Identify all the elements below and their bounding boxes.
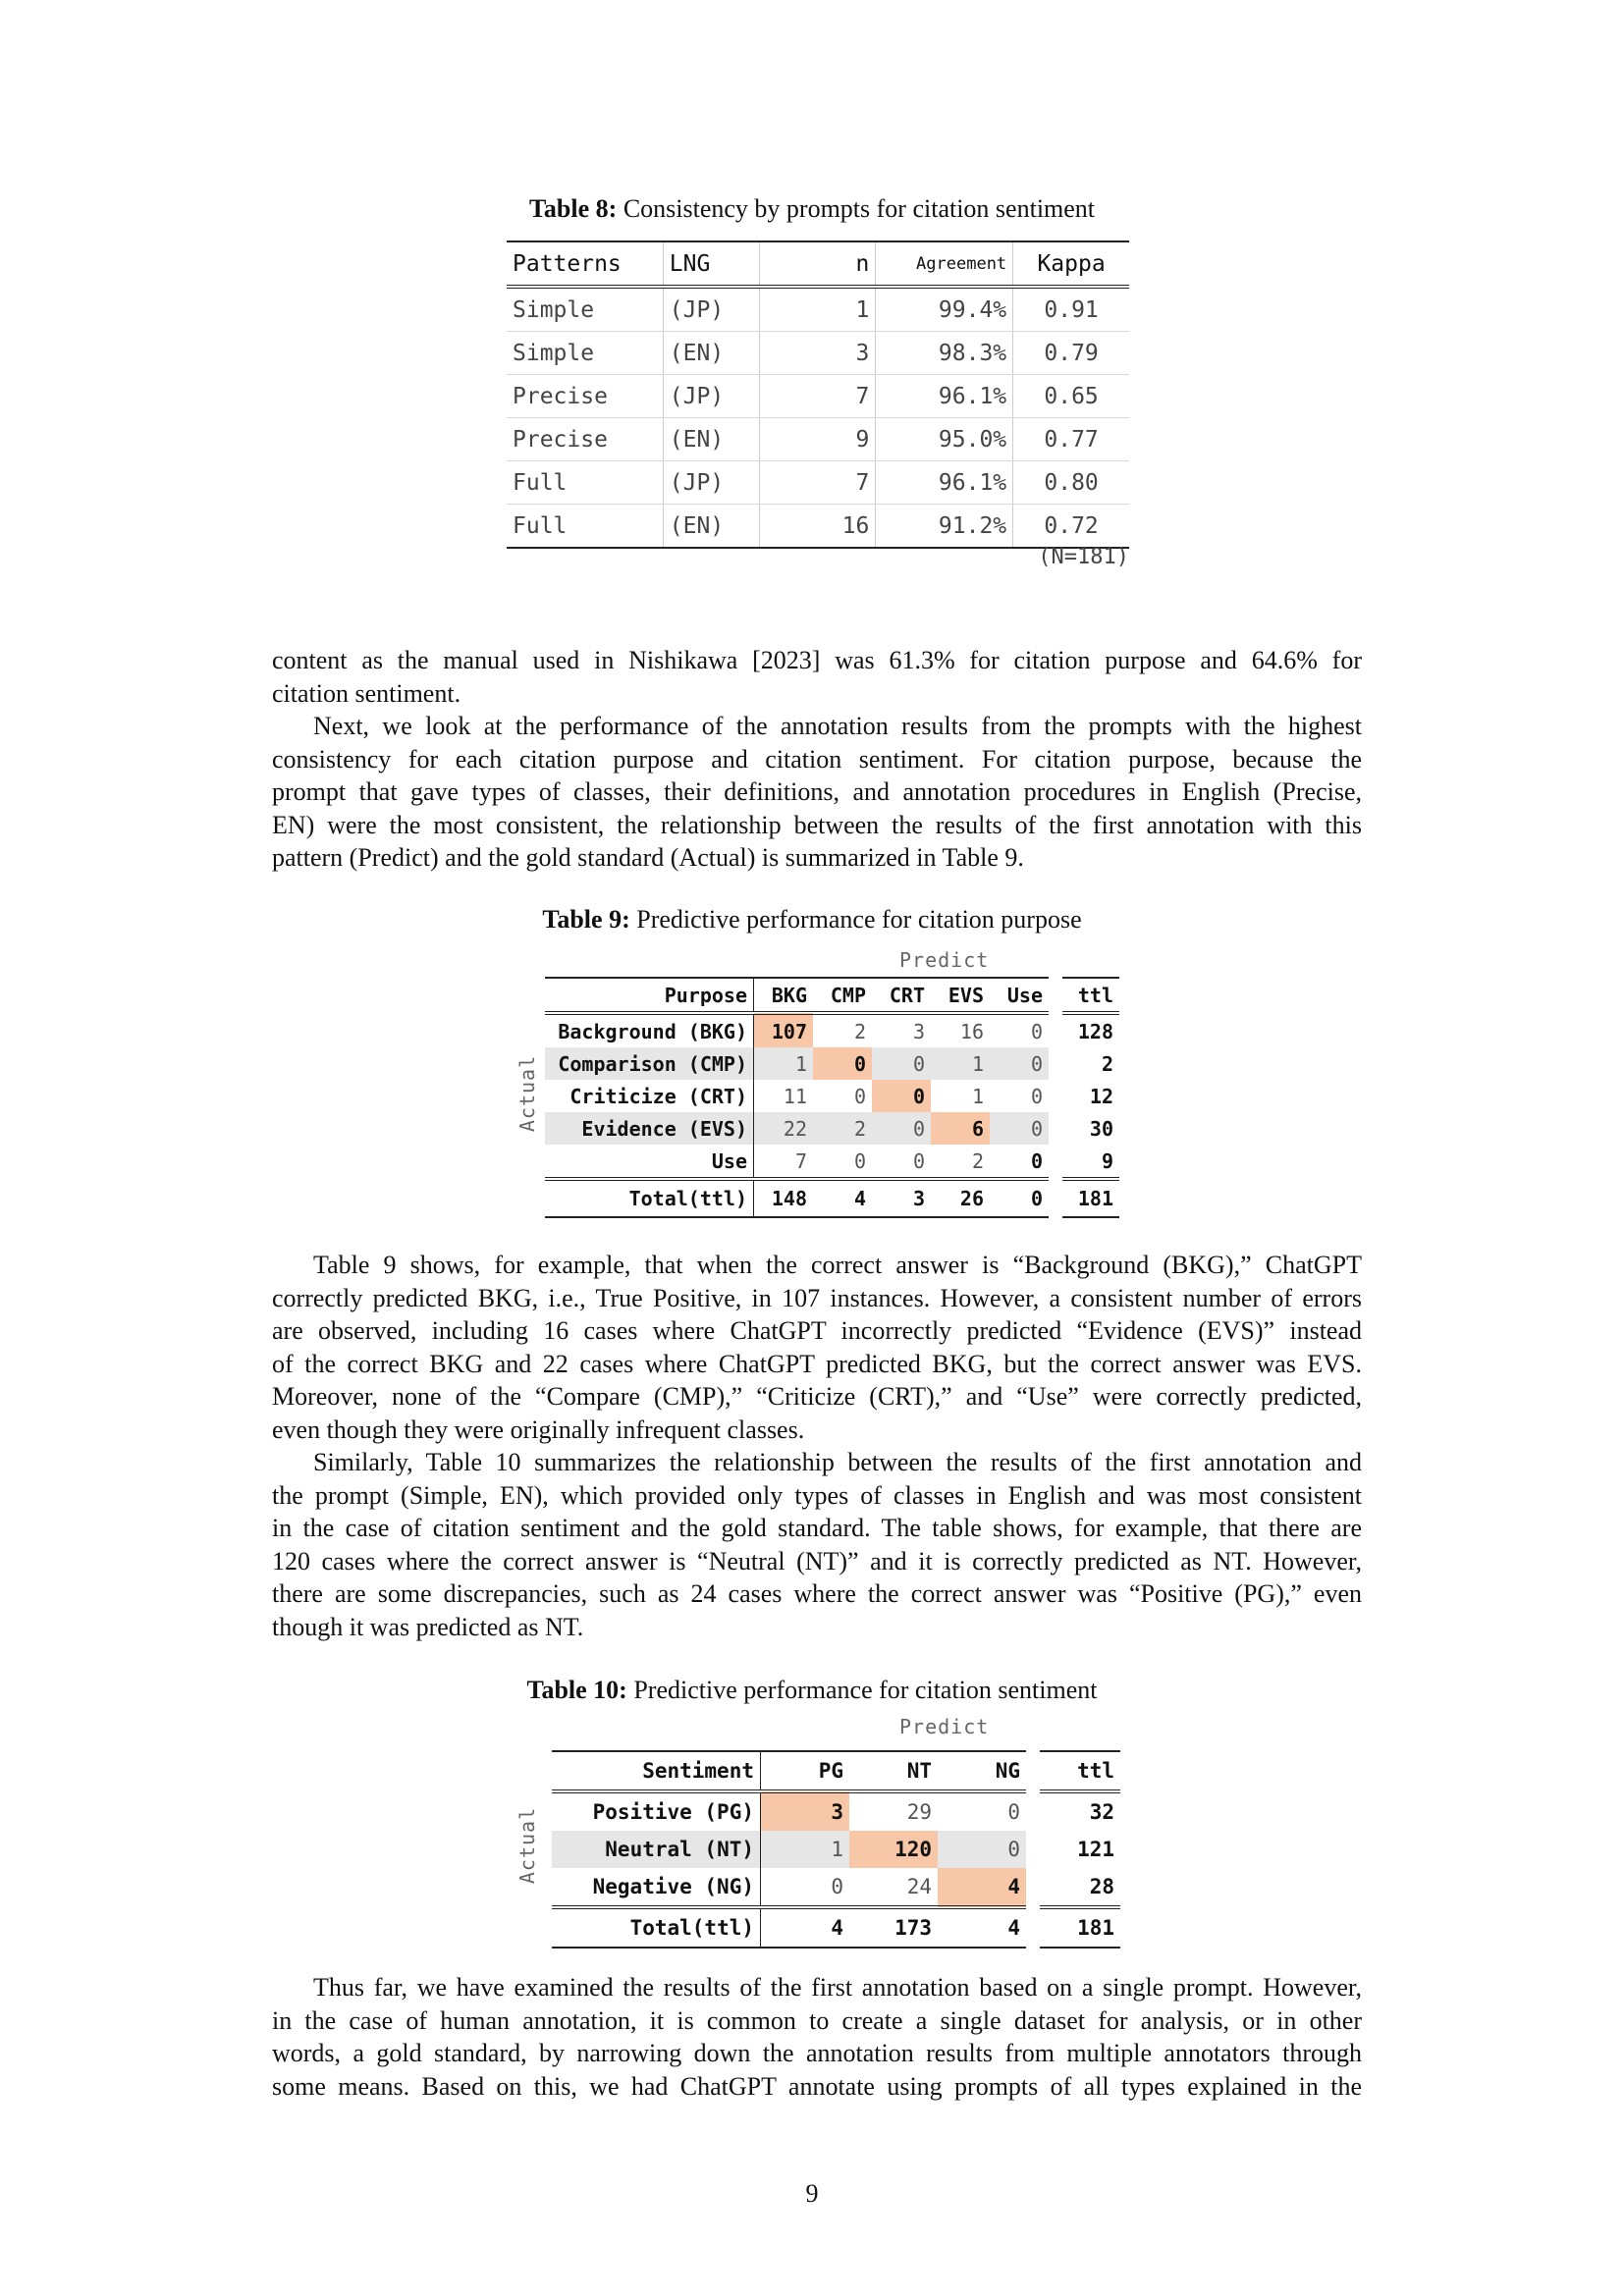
table8-note: (N=181)	[1038, 545, 1129, 569]
table8-cell: 99.4%	[876, 287, 1013, 332]
text-line: the prompt (Simple, EN), which provided only types of classes in English and was most consistent	[272, 1480, 1362, 1510]
table9-col-header: CMP	[813, 978, 872, 1013]
table-row	[545, 1112, 1119, 1145]
table-row	[507, 287, 1129, 332]
table9-caption	[0, 905, 1624, 934]
table9-total-cell: 4	[813, 1179, 872, 1217]
table9-cell: 2	[853, 1019, 866, 1043]
table9-cell: 0	[990, 1112, 1056, 1145]
table9-col-header: BKG	[754, 978, 814, 1013]
table10-row-total: 32	[1033, 1791, 1120, 1831]
table8-caption-label: Table 8:	[528, 194, 618, 223]
table10-total-cell: 173	[849, 1907, 938, 1948]
table9-cell: 0	[990, 1047, 1056, 1080]
table9-cell: 0	[853, 1084, 866, 1108]
table9-caption-label: Table 9:	[542, 905, 630, 934]
table9-cell: 3	[912, 1019, 925, 1043]
table9-row-label: Background (BKG)	[545, 1013, 754, 1047]
table10-col-header: NG	[938, 1751, 1033, 1791]
table8-cell: (JP)	[663, 287, 759, 332]
table9-row-label: Evidence (EVS)	[545, 1112, 754, 1145]
table-row	[507, 418, 1129, 461]
table9-grand-total: 181	[1056, 1179, 1119, 1217]
table10-actual-label: Actual	[515, 1806, 540, 1885]
paragraph	[272, 1249, 1362, 1446]
table9-cell: 22	[754, 1112, 814, 1145]
table9-row-total: 12	[1056, 1080, 1119, 1112]
table9-cell: 0	[853, 1148, 866, 1173]
table9-actual-label: Actual	[515, 1054, 540, 1133]
page-number: 9	[805, 2179, 819, 2208]
table8-cell: 96.1%	[876, 461, 1013, 505]
table8-cell: 95.0%	[876, 418, 1013, 461]
text-line: prompt that gave types of classes, their definitions, and annotation procedures in English (Precise,	[272, 777, 1362, 806]
text-line: there are some discrepancies, such as 24 cases where the correct answer was “Positive (PG),” even	[272, 1579, 1362, 1608]
table8-cell: 0.65	[1013, 375, 1129, 418]
table8-cell: 98.3%	[876, 332, 1013, 375]
table9-col-header-ttl: ttl	[1056, 978, 1119, 1013]
table8-cell: (EN)	[663, 505, 759, 549]
table10-cell: 24	[906, 1875, 932, 1898]
table9-col-header: EVS	[931, 978, 990, 1013]
paragraph	[272, 1446, 1362, 1643]
table10-caption	[0, 1676, 1624, 1705]
text-line: Next, we look at the performance of the annotation results from the prompts with the highest	[313, 712, 1362, 740]
table9-total-label: Total(ttl)	[545, 1179, 754, 1217]
table8-header-patterns: Patterns	[507, 241, 663, 287]
table8-header-n: n	[759, 241, 876, 287]
table10-row-label: Neutral (NT)	[552, 1831, 761, 1868]
table9-cell: 0	[1030, 1148, 1043, 1173]
table10-cell: 3	[761, 1791, 850, 1831]
table8-cell: Simple	[507, 287, 663, 332]
table10-total-row	[552, 1907, 1120, 1948]
table8-cell: Full	[507, 505, 663, 549]
text-line: consistency for each citation purpose and citation sentiment. For citation purpose, because the	[272, 744, 1362, 774]
table9-row-label: Criticize (CRT)	[545, 1080, 754, 1112]
table8-cell: 91.2%	[876, 505, 1013, 549]
table8-cell: 0.77	[1013, 418, 1129, 461]
table8-cell: 1	[759, 287, 876, 332]
table9-cell: 0	[872, 1080, 931, 1112]
table-row	[552, 1791, 1120, 1831]
table9-cell: 1	[971, 1084, 984, 1108]
table9-cell: 0	[872, 1047, 931, 1080]
table9-caption-text: Predictive performance for citation purpose	[636, 905, 1082, 934]
text-line: Moreover, none of the “Compare (CMP),” “Criticize (CRT),” and “Use” were correctly predicted,	[272, 1382, 1362, 1411]
table10-header-row	[552, 1751, 1120, 1791]
table8-cell: (EN)	[663, 418, 759, 461]
table-row	[507, 461, 1129, 505]
table8-caption	[0, 194, 1624, 224]
text-line: some means. Based on this, we had ChatGPT annotate using prompts of all types explained in the	[272, 2071, 1362, 2101]
table9-cell: 1	[754, 1047, 814, 1080]
text-line: Table 9 shows, for example, that when the correct answer is “Background (BKG),” ChatGPT	[313, 1251, 1362, 1279]
table10-total-label: Total(ttl)	[552, 1907, 761, 1948]
table10-cell: 0	[831, 1875, 843, 1898]
table10-row-label: Negative (NG)	[552, 1868, 761, 1907]
text-line: are observed, including 16 cases where ChatGPT incorrectly predicted “Evidence (EVS)” instead	[272, 1316, 1362, 1345]
table10-grand-total: 181	[1033, 1907, 1120, 1948]
table8-cell: 0.79	[1013, 332, 1129, 375]
table-row	[545, 1145, 1119, 1179]
table9-cell: 0	[872, 1112, 931, 1145]
table8-cell: 0.72	[1013, 505, 1129, 549]
table9-cell: 11	[783, 1084, 807, 1108]
table-row	[507, 332, 1129, 375]
table9-row-label: Comparison (CMP)	[545, 1047, 754, 1080]
table9-total-cell: 148	[754, 1179, 814, 1217]
table9-cell: 0	[912, 1148, 925, 1173]
table9-total-cell: 0	[990, 1179, 1056, 1217]
text-line: EN) were the most consistent, the relationship between the results of the first annotation with this	[272, 810, 1362, 839]
table10-col-header-ttl: ttl	[1033, 1751, 1120, 1791]
table9-cell: 2	[971, 1148, 984, 1173]
table9-corner: Purpose	[545, 978, 754, 1013]
table8-cell: 7	[759, 375, 876, 418]
table9-col-header: CRT	[872, 978, 931, 1013]
table9-predict-label: Predict	[899, 948, 990, 972]
table9-header-row	[545, 978, 1119, 1013]
table9-total-cell: 3	[872, 1179, 931, 1217]
table8	[507, 240, 1129, 549]
table9-row-total: 30	[1056, 1112, 1119, 1145]
table9-cell: 107	[754, 1013, 814, 1047]
table9-cell: 7	[794, 1148, 807, 1173]
text-line: content as the manual used in Nishikawa [2023] was 61.3% for citation purpose and 64.6% for	[272, 646, 1362, 674]
paragraph	[272, 1971, 1362, 2103]
table10-row-total: 121	[1033, 1831, 1120, 1868]
table9-cell: 1	[931, 1047, 990, 1080]
text-line: in the case of human annotation, it is common to create a single dataset for analysis, or in other	[272, 2005, 1362, 2035]
paragraph	[272, 644, 1362, 710]
table10-col-header: PG	[761, 1751, 850, 1791]
table10-caption-text: Predictive performance for citation sentiment	[633, 1676, 1098, 1704]
table8-header-lng: LNG	[663, 241, 759, 287]
text-line: correctly predicted BKG, i.e., True Positive, in 107 instances. However, a consistent number of errors	[272, 1283, 1362, 1312]
table9-row-label: Use	[545, 1145, 754, 1179]
table9-col-header: Use	[990, 978, 1056, 1013]
table9-cell: 0	[813, 1047, 872, 1080]
table8-cell: 7	[759, 461, 876, 505]
table8-cell: Precise	[507, 418, 663, 461]
text-line: 120 cases where the correct answer is “Neutral (NT)” and it is correctly predicted as NT. However,	[272, 1546, 1362, 1575]
table10-row-total: 28	[1033, 1868, 1120, 1907]
text-line: Similarly, Table 10 summarizes the relationship between the results of the first annotation and	[313, 1448, 1362, 1476]
table8-cell: Full	[507, 461, 663, 505]
table8-cell: (JP)	[663, 375, 759, 418]
paragraph	[272, 710, 1362, 875]
table-row	[545, 1080, 1119, 1112]
table8-cell: 0.80	[1013, 461, 1129, 505]
text-line: pattern (Predict) and the gold standard (Actual) is summarized in Table 9.	[272, 843, 1024, 872]
table8-cell: 3	[759, 332, 876, 375]
table-row	[545, 1047, 1119, 1080]
text-line: though it was predicted as NT.	[272, 1612, 584, 1641]
table-row	[552, 1831, 1120, 1868]
table9-row-total: 128	[1056, 1013, 1119, 1047]
table9-cell: 2	[813, 1112, 872, 1145]
table9-row-total: 2	[1056, 1047, 1119, 1080]
table10-cell: 0	[1007, 1800, 1020, 1824]
table10	[552, 1750, 1120, 1949]
table8-caption-text: Consistency by prompts for citation sentiment	[623, 194, 1096, 223]
table10-cell: 4	[938, 1868, 1033, 1907]
table8-cell: Precise	[507, 375, 663, 418]
table10-cell: 120	[849, 1831, 938, 1868]
text-line: even though they were originally infrequent classes.	[272, 1415, 805, 1444]
table9-total-cell: 26	[931, 1179, 990, 1217]
table9	[545, 977, 1119, 1218]
table9-cell: 16	[959, 1019, 984, 1043]
table8-cell: (EN)	[663, 332, 759, 375]
text-line: Thus far, we have examined the results of the first annotation based on a single prompt. However,	[313, 1973, 1362, 2002]
text-line: words, a gold standard, by narrowing down the annotation results from multiple annotators through	[272, 2039, 1362, 2067]
table8-cell: 0.91	[1013, 287, 1129, 332]
table8-cell: (JP)	[663, 461, 759, 505]
table10-cell: 29	[906, 1800, 932, 1824]
text-line: in the case of citation sentiment and the gold standard. The table shows, for example, that there are	[272, 1514, 1362, 1542]
table8-header-row	[507, 241, 1129, 287]
table10-row-label: Positive (PG)	[552, 1791, 761, 1831]
table8-cell: 9	[759, 418, 876, 461]
table9-cell: 6	[931, 1112, 990, 1145]
table-row	[552, 1868, 1120, 1907]
table-row	[507, 375, 1129, 418]
table-row	[507, 505, 1129, 549]
text-line: of the correct BKG and 22 cases where ChatGPT predicted BKG, but the correct answer was EVS.	[272, 1349, 1362, 1378]
table9-total-row	[545, 1179, 1119, 1217]
table8-header-kappa: Kappa	[1013, 241, 1129, 287]
table10-cell: 0	[938, 1831, 1033, 1868]
table8-header-agreement: Agreement	[876, 241, 1013, 287]
table10-corner: Sentiment	[552, 1751, 761, 1791]
table10-cell: 1	[761, 1831, 850, 1868]
table10-caption-label: Table 10:	[526, 1676, 627, 1704]
table9-row-total: 9	[1056, 1145, 1119, 1179]
table10-col-header: NT	[849, 1751, 938, 1791]
table9-cell: 0	[1030, 1019, 1043, 1043]
table9-cell: 0	[1030, 1084, 1043, 1108]
table8-cell: 96.1%	[876, 375, 1013, 418]
table-row	[545, 1013, 1119, 1047]
table8-cell: Simple	[507, 332, 663, 375]
table10-total-cell: 4	[761, 1907, 850, 1948]
table10-predict-label: Predict	[899, 1715, 990, 1738]
table10-total-cell: 4	[938, 1907, 1033, 1948]
table8-cell: 16	[759, 505, 876, 549]
text-line: citation sentiment.	[272, 678, 461, 708]
